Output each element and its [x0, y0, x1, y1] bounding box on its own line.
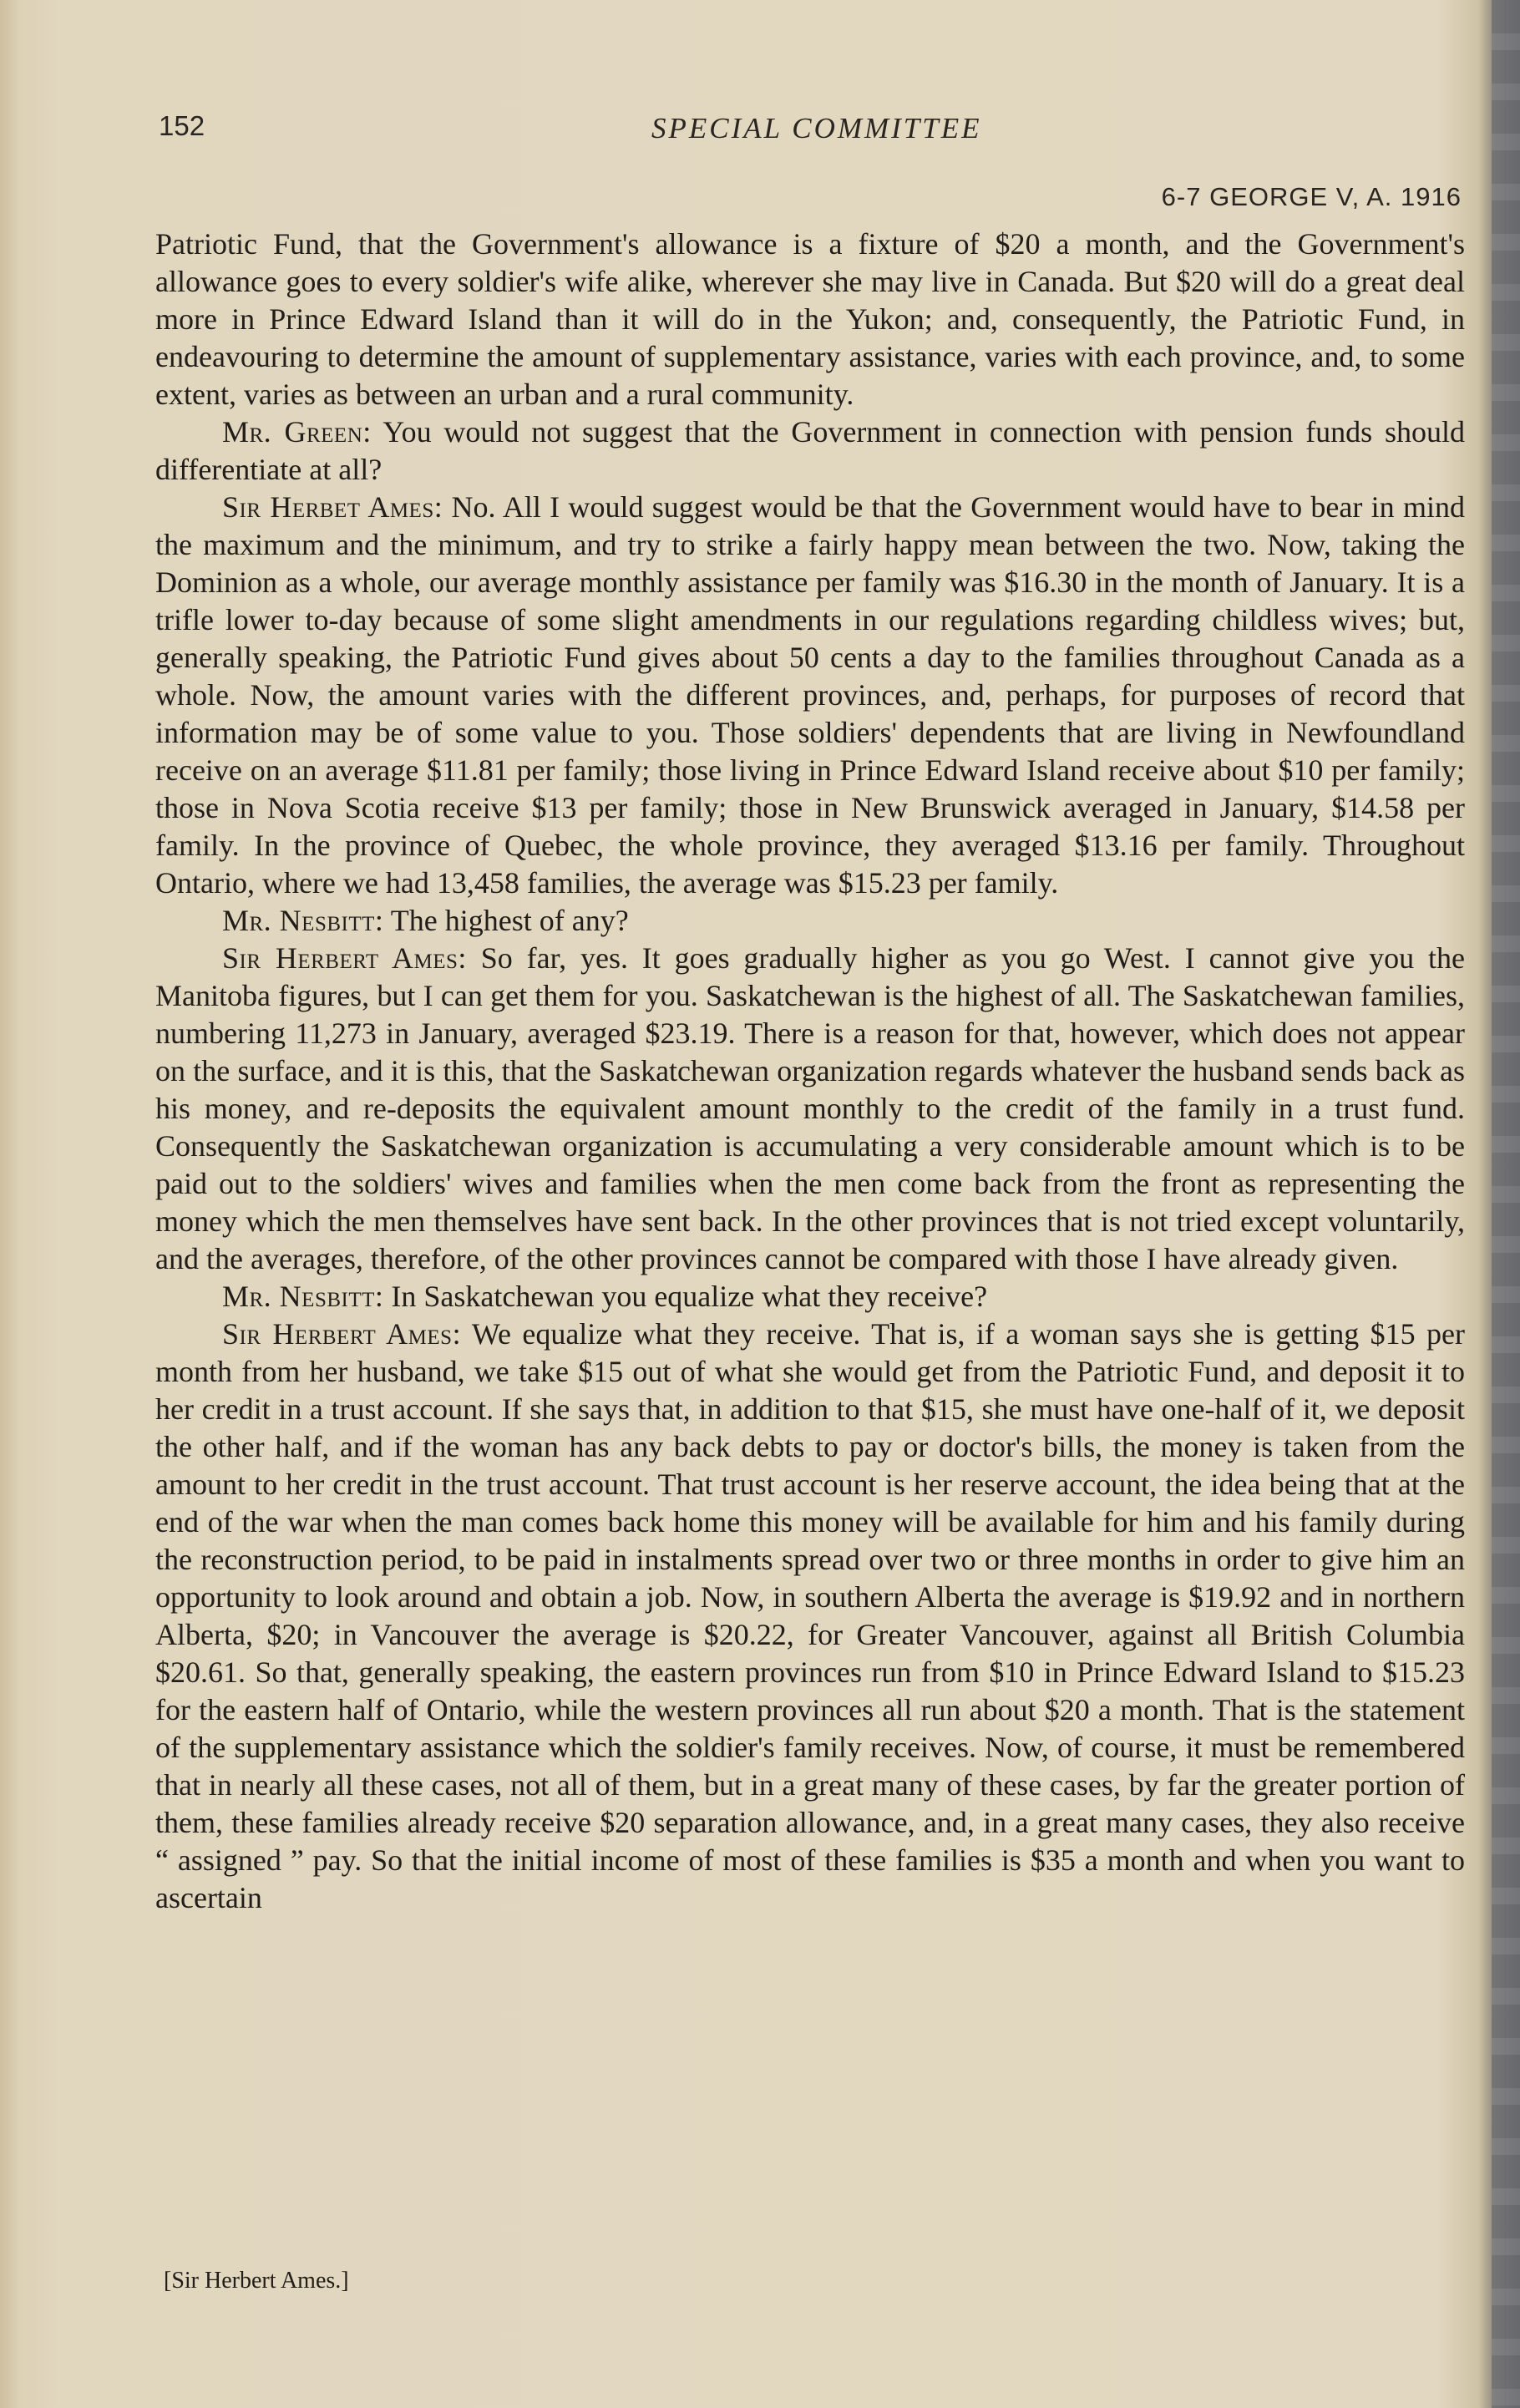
paragraph	[155, 489, 1465, 902]
speaker-name: Mr. Green:	[222, 415, 372, 449]
paragraph-text: No. All I would suggest would be that the Government would have to bear in mind the maximum and the minimum, and try to strike a fairly happy mean between the two. Now, taking the Dominion as a whole, our average monthly assistance per family was $16.30 in the month of January. It is a trifle lower to-day because of some slight amendments in our regulations regarding childless wives; but, generally speaking, the Patriotic Fund gives about 50 cents a day to the families throughout Canada as a whole. Now, the amount varies with the different provinces, and, perhaps, for purposes of record that information may be of some value to you. Those soldiers' dependents that are living in Newfoundland receive on an average $11.81 per family; those living in Prince Edward Island receive about $10 per family; those in Nova Scotia receive $13 per family; those in New Brunswick averaged in January, $14.58 per family. In the province of Quebec, the whole province, they averaged $13.16 per family. Throughout Ontario, where we had 13,458 families, the average was $15.23 per family.	[155, 490, 1465, 900]
paragraph	[155, 1278, 1465, 1316]
paragraph-text: In Saskatchewan you equalize what they receive?	[391, 1280, 988, 1313]
speaker-name: Sir Herbert Ames:	[222, 941, 467, 975]
paragraph-text: You would not suggest that the Government in connection with pension funds should differentiate at all?	[155, 415, 1465, 486]
paragraph-text: So far, yes. It goes gradually higher as you go West. I cannot give you the Manitoba figures, but I can get them for you. Saskatchewan is the highest of all. The Saskatchewan families, numbering 11,273 in January, averaged $23.19. There is a reason for that, however, which does not appear on the surface, and it is this, that the Saskatchewan organization regards whatever the husband sends back as his money, and re-deposits the equivalent amount monthly to the credit of the family in a trust fund. Consequently the Saskatchewan organization is accumulating a very considerable amount which is to be paid out to the soldiers' wives and families when the men come back from the front as representing the money which the men themselves have sent back. In the other provinces that is not tried except voluntarily, and the averages, therefore, of the other provinces cannot be compared with those I have already given.	[155, 941, 1465, 1275]
speaker-name: Sir Herbert Ames:	[222, 1317, 462, 1351]
paragraph	[155, 902, 1465, 940]
catchword: [Sir Herbert Ames.]	[164, 2268, 349, 2294]
page-header	[159, 107, 1462, 157]
paragraph	[155, 1316, 1465, 1917]
paragraph-text: We equalize what they receive. That is, if a woman says she is getting $15 per month from her husband, we take $15 out of what she would get from the Patriotic Fund, and deposit it to her credit in a trust account. If she says that, in addition to that $15, she must have one-half of it, we deposit the other half, and if the woman has any back debts to pay or doctor's bills, the money is taken from the amount to her credit in the trust account. That trust account is her reserve account, the idea being that at the end of the war when the man comes back home this money will be available for him and his family during the reconstruction period, to be paid in instalments spread over two or three months in order to give him an opportunity to look around and obtain a job. Now, in southern Alberta the average is $19.92 and in northern Alberta, $20; in Vancouver the average is $20.22, for Greater Vancouver, against all British Columbia $20.61. So that, generally speaking, the eastern provinces run from $10 in Prince Edward Island to $15.23 for the eastern half of Ontario, while the western provinces all run about $20 a month. That is the statement of the supplementary assistance which the soldier's family receives. Now, of course, it must be remembered that in nearly all these cases, not all of them, but in a great many of these cases, by far the greater portion of them, these families already receive $20 separation allowance, and, in a great many cases, they also receive “ assigned ” pay. So that the initial income of most of these families is $35 a month and when you want to ascertain	[155, 1317, 1465, 1914]
running-head: SPECIAL COMMITTEE	[651, 112, 982, 144]
session-line: 6-7 GEORGE V, A. 1916	[1161, 182, 1462, 211]
speaker-name: Sir Herbet Ames:	[222, 490, 443, 524]
speaker-name: Mr. Nesbitt:	[222, 1280, 384, 1313]
paragraph	[155, 226, 1465, 413]
paragraph-text: The highest of any?	[390, 904, 629, 937]
speaker-name: Mr. Nesbitt:	[222, 904, 384, 937]
paragraph	[155, 413, 1465, 489]
paragraph	[155, 940, 1465, 1278]
book-spine-edge	[1492, 0, 1520, 2408]
page-number: 152	[159, 110, 205, 141]
paragraph-text: Patriotic Fund, that the Government's allowance is a fixture of $20 a month, and the Government's allowance goes to every soldier's wife alike, wherever she may live in Canada. But $20 will do a great deal more in Prince Edward Island than it will do in the Yukon; and, consequently, the Patriotic Fund, in endeavouring to determine the amount of supplementary assistance, varies with each province, and, to some extent, varies as between an urban and a rural community.	[155, 227, 1465, 411]
body-text	[155, 226, 1465, 1917]
